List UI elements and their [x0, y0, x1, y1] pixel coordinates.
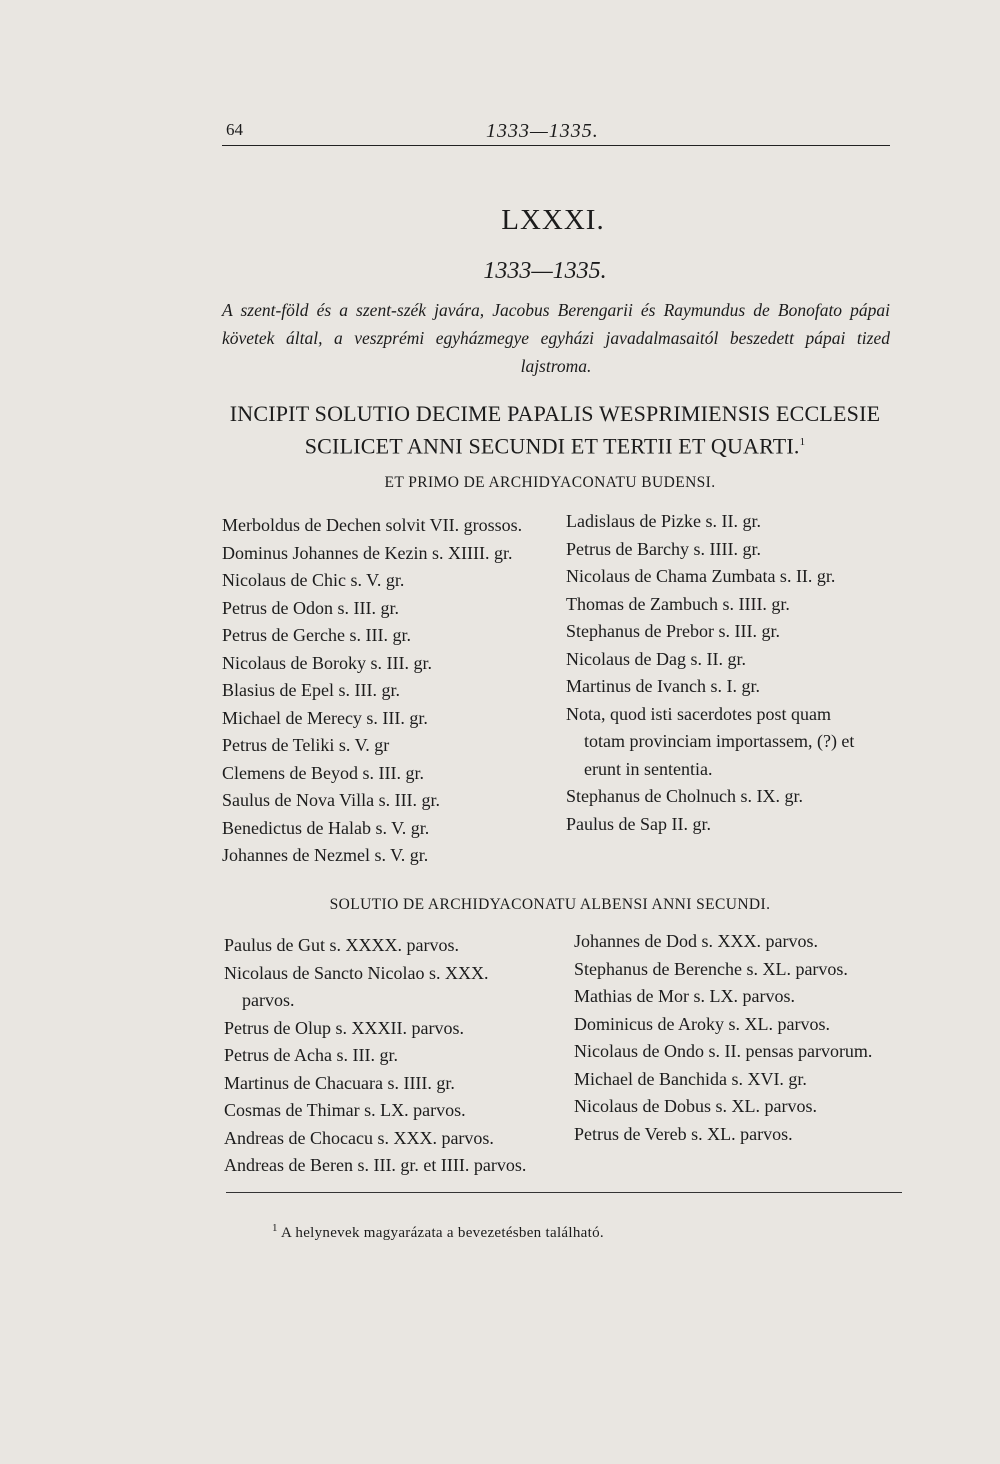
list-item: Michael de Banchida s. XVI. gr. [574, 1068, 807, 1089]
list-item: Nicolaus de Sancto Nicolao s. XXX. [224, 962, 489, 983]
header-rule [222, 145, 890, 146]
list-item: Andreas de Beren s. III. gr. et IIII. parvos. [224, 1155, 527, 1175]
list-item: Petrus de Vereb s. XL. parvos. [574, 1123, 793, 1144]
section2-title: SOLUTIO DE ARCHIDYACONATU ALBENSI ANNI SECUNDI. [329, 896, 771, 913]
footnote-mark: 1 [272, 1222, 278, 1234]
list-item: Andreas de Chocacu s. XXX. parvos. [224, 1127, 494, 1148]
list-item: Johannes de Dod s. XXX. parvos. [574, 931, 818, 951]
list-item: Nicolaus de Ondo s. II. pensas parvorum. [574, 1041, 873, 1061]
list-item: Johannes de Nezmel s. V. gr. [222, 845, 429, 865]
list-item: Michael de Merecy s. III. gr. [222, 707, 428, 728]
list-item: Paulus de Sap II. gr. [566, 813, 711, 834]
list-item: Dominicus de Aroky s. XL. parvos. [574, 1013, 830, 1034]
section2-left-column [224, 932, 564, 1180]
list-item-continuation: parvos. [242, 990, 295, 1010]
list-item: Petrus de Acha s. III. gr. [224, 1045, 398, 1065]
heading-text: INCIPIT SOLUTIO DECIME PAPALIS WESPRIMIENSIS ECCLESIE SCILICET ANNI SECUNDI ET TERTII ET QUARTI. [229, 401, 881, 459]
list-item: Thomas de Zambuch s. IIII. gr. [566, 593, 790, 614]
list-item: Stephanus de Prebor s. III. gr. [566, 621, 780, 641]
list-item: Petrus de Odon s. III. gr. [222, 597, 399, 618]
list-item: Nicolaus de Boroky s. III. gr. [222, 652, 432, 673]
list-item: Mathias de Mor s. LX. parvos. [574, 986, 795, 1006]
list-item: Petrus de Teliki s. V. gr [222, 735, 390, 755]
list-item: Merboldus de Dechen solvit VII. grossos. [222, 515, 523, 535]
list-item: Saulus de Nova Villa s. III. gr. [222, 790, 441, 810]
list-item: Stephanus de Cholnuch s. IX. gr. [566, 786, 803, 806]
list-item: Nicolaus de Dobus s. XL. parvos. [574, 1096, 817, 1116]
list-item: Petrus de Gerche s. III. gr. [222, 625, 411, 645]
list-item: Martinus de Chacuara s. IIII. gr. [224, 1072, 455, 1093]
list-item: Cosmas de Thimar s. LX. parvos. [224, 1100, 466, 1120]
footnote-rule [226, 1192, 902, 1193]
list-item: Blasius de Epel s. III. gr. [222, 680, 400, 700]
list-item: Nota, quod isti sacerdotes post quam [566, 703, 831, 724]
document-heading [210, 400, 900, 460]
section1-right-column [566, 508, 900, 838]
list-item: Petrus de Olup s. XXXII. parvos. [224, 1017, 464, 1038]
list-item: Petrus de Barchy s. IIII. gr. [566, 538, 761, 559]
list-item: Stephanus de Berenche s. XL. parvos. [574, 958, 848, 979]
running-title: 1333—1335. [486, 120, 599, 142]
list-item-continuation: totam provinciam importassem, (?) et [584, 731, 855, 751]
heading-footnote-mark: 1 [799, 436, 806, 448]
page-number: 64 [226, 120, 243, 139]
list-item: Benedictus de Halab s. V. gr. [222, 817, 430, 838]
list-item: Clemens de Beyod s. III. gr. [222, 762, 424, 783]
document-date: 1333—1335. [483, 258, 607, 284]
list-item: Dominus Johannes de Kezin s. XIIII. gr. [222, 542, 513, 563]
list-item: Nicolaus de Dag s. II. gr. [566, 648, 746, 669]
list-item: Nicolaus de Chama Zumbata s. II. gr. [566, 566, 836, 586]
section2-right-column [574, 928, 904, 1148]
list-item: Nicolaus de Chic s. V. gr. [222, 570, 405, 590]
list-item-continuation: erunt in sententia. [584, 758, 713, 779]
list-item: Paulus de Gut s. XXXX. parvos. [224, 935, 459, 955]
list-item: Martinus de Ivanch s. I. gr. [566, 676, 760, 696]
footnote [272, 1222, 604, 1242]
list-item: Ladislaus de Pizke s. II. gr. [566, 511, 761, 531]
section1-left-column [222, 512, 562, 870]
footnote-text: A helynevek magyarázata a bevezetésben található. [281, 1225, 604, 1241]
document-summary: A szent-föld és a szent-szék javára, Jacobus Berengarii és Raymundus de Bonofato pápai követek által, a veszprémi egyházmegye egyházi javadalmasaitól beszedett pápai tized lajstroma. [222, 300, 890, 376]
section1-title: ET PRIMO DE ARCHIDYACONATU BUDENSI. [384, 474, 716, 491]
document-number: LXXXI. [501, 204, 605, 236]
running-head [226, 120, 886, 144]
